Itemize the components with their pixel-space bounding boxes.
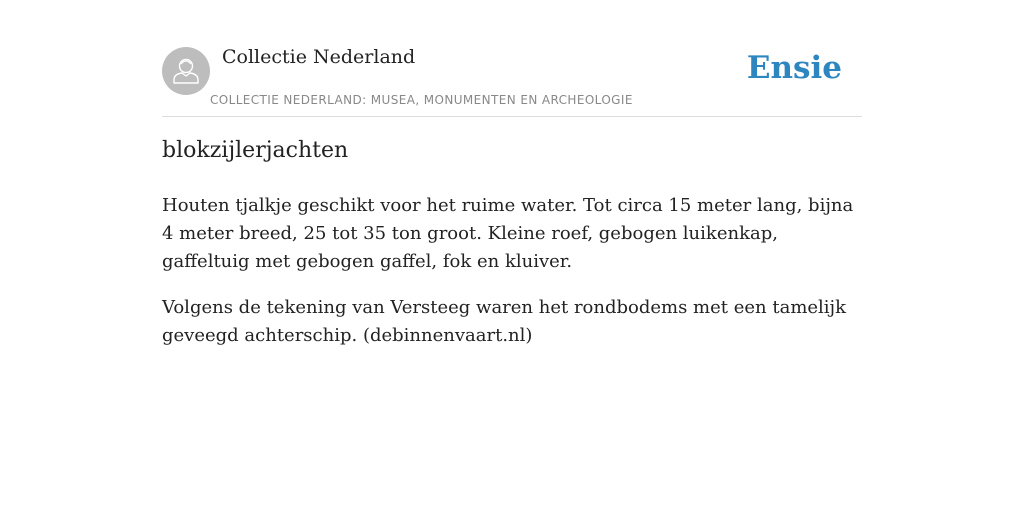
article-paragraph: Houten tjalkje geschikt voor het ruime water. Tot circa 15 meter lang, bijna 4 meter breed, 25 tot 35 ton groot. Kleine roef, gebogen luikenkap, gaffeltuig met gebogen gaffel, fok en kluiver. (162, 195, 854, 272)
author-name[interactable]: Collectie Nederland (222, 46, 416, 68)
article-body (162, 192, 862, 368)
article-title: blokzijlerjachten (162, 138, 349, 163)
header (162, 0, 862, 117)
author-avatar[interactable] (162, 47, 210, 95)
article-paragraph: Volgens de tekening van Versteeg waren het rondbodems met een tamelijk geveegd achterschip. (debinnenvaart.nl) (162, 297, 847, 346)
brand-logo[interactable]: Ensie (746, 50, 842, 86)
author-subtitle: COLLECTIE NEDERLAND: MUSEA, MONUMENTEN EN ARCHEOLOGIE (210, 93, 633, 107)
user-icon (162, 47, 210, 95)
